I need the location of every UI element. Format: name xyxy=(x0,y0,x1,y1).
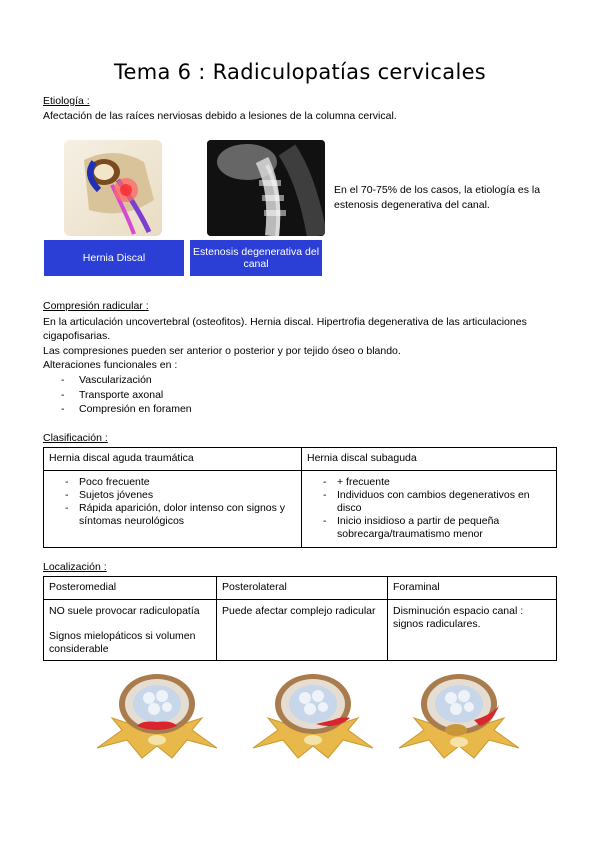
alteraciones-list xyxy=(43,373,192,417)
list-item: - Compresión en foramen xyxy=(43,402,192,417)
compresion-line2: Las compresiones pueden ser anterior o posterior y por tejido óseo o blando. xyxy=(43,345,401,357)
col1-list xyxy=(49,476,296,528)
list-item: - + frecuente xyxy=(307,476,551,489)
page-title: Tema 6 : Radiculopatías cervicales xyxy=(113,60,487,84)
compresion-line3: Alteraciones funcionales en : xyxy=(43,359,178,371)
localizacion-heading: Localización : xyxy=(43,561,107,573)
list-item: - Transporte axonal xyxy=(43,388,192,403)
etiologia-text: Afectación de las raíces nerviosas debido a lesiones de la columna cervical. xyxy=(43,110,397,122)
list-item: - Inicio insidioso a partir de pequeña sobrecarga/traumatismo menor xyxy=(307,515,551,541)
loc-header-posterolateral: Posterolateral xyxy=(217,577,388,600)
etiologia-side-text: En el 70-75% de los casos, la etiología es la estenosis degenerativa del canal. xyxy=(334,184,541,211)
label-estenosis: Estenosis degenerativa del canal xyxy=(190,240,322,276)
col2-list xyxy=(307,476,551,541)
clasificacion-col2-header: Hernia discal subaguda xyxy=(302,448,557,471)
list-item: - Sujetos jóvenes xyxy=(49,489,296,502)
estenosis-xray-image xyxy=(207,140,325,236)
loc-posterolateral-text: Puede afectar complejo radicular xyxy=(217,600,388,661)
etiologia-heading: Etiología : xyxy=(43,95,90,107)
clasificacion-heading: Clasificación : xyxy=(43,432,108,444)
compresion-line1: En la articulación uncovertebral (osteofitos). Hernia discal. Hipertrofia degenerativa de las articulaciones cigapofisarias. xyxy=(43,316,527,342)
loc-foraminal-text: Disminución espacio canal : signos radiculares. xyxy=(388,600,557,661)
loc-header-foraminal: Foraminal xyxy=(388,577,557,600)
loc-header-posteromedial: Posteromedial xyxy=(44,577,217,600)
list-item: - Poco frecuente xyxy=(49,476,296,489)
list-item: - Vascularización xyxy=(43,373,192,388)
vertebra-posteromedial-image xyxy=(82,668,232,764)
clasificacion-table xyxy=(43,447,557,548)
list-item: - Rápida aparición, dolor intenso con signos y síntomas neurológicos xyxy=(49,502,296,528)
loc-posteromedial-text2: Signos mielopáticos si volumen considerable xyxy=(49,630,196,655)
localizacion-table xyxy=(43,576,557,661)
list-item: - Individuos con cambios degenerativos en disco xyxy=(307,489,551,515)
compresion-heading: Compresión radicular : xyxy=(43,300,149,312)
hernia-discal-image xyxy=(44,140,184,236)
vertebra-foraminal-image xyxy=(384,668,534,764)
vertebra-posterolateral-image xyxy=(238,668,388,764)
label-hernia-discal: Hernia Discal xyxy=(44,240,184,276)
clasificacion-col1-header: Hernia discal aguda traumática xyxy=(44,448,302,471)
loc-posteromedial-text1: NO suele provocar radiculopatía xyxy=(49,605,200,617)
